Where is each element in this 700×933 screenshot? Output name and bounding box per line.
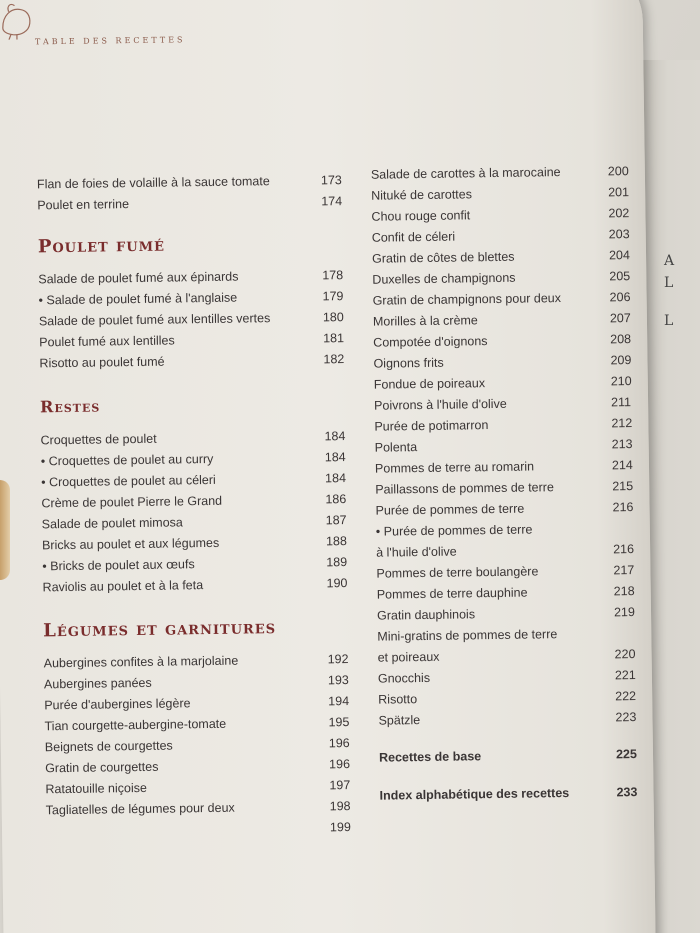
running-head: TABLE DES RECETTES <box>34 35 186 47</box>
toc-entry-page: 206 <box>609 290 631 305</box>
toc-entry-page: 193 <box>327 673 349 688</box>
toc-entry-page: 182 <box>323 352 345 367</box>
toc-entry-page: 212 <box>611 416 633 431</box>
toc-entry-title: • Croquettes de poulet au céleri <box>41 472 216 490</box>
toc-entry-page: 220 <box>614 647 636 662</box>
toc-entry-page: 203 <box>608 227 630 242</box>
page-edge <box>0 480 10 580</box>
toc-entry-title: Pommes de terre au romarin <box>374 459 535 476</box>
toc-entry-title: Fondue de poireaux <box>373 376 486 392</box>
toc-entry-page: 213 <box>611 437 633 452</box>
toc-entry-title: Compotée d'oignons <box>373 334 488 350</box>
toc-entry-page: 181 <box>323 331 345 346</box>
toc-entry-title: Morilles à la crème <box>372 313 478 329</box>
toc-entry-title: Poivrons à l'huile d'olive <box>374 396 507 413</box>
toc-entry-title: Crème de poulet Pierre le Grand <box>41 493 223 511</box>
toc-entry-title: Tagliatelles de légumes pour deux <box>45 800 235 818</box>
toc-entry-title: Poulet fumé aux lentilles <box>39 333 175 350</box>
next-page-fragment: L <box>664 313 674 329</box>
toc-entry-title: Salade de poulet mimosa <box>41 515 183 532</box>
toc-entry-page: 174 <box>321 194 343 209</box>
toc-entry-title: Gratin dauphinois <box>376 607 476 623</box>
toc-entry-page: 189 <box>326 555 348 570</box>
toc-entry-page: 205 <box>609 269 631 284</box>
toc-entry-title: Duxelles de champignons <box>372 270 516 287</box>
section-title: Légumes et garnitures <box>43 617 277 642</box>
toc-entry-page: 180 <box>322 310 344 325</box>
toc-entry-page: 197 <box>329 778 351 793</box>
toc-entry-title: Risotto au poulet fumé <box>39 354 165 371</box>
toc-entry-title: Confit de céleri <box>371 229 456 245</box>
toc-entry-page: 179 <box>322 289 344 304</box>
toc-entry-title: Chou rouge confit <box>371 208 471 224</box>
toc-entry-page: 196 <box>329 757 351 772</box>
chicken-logo-icon <box>0 0 37 40</box>
toc-entry-title: Aubergines panées <box>43 675 152 692</box>
toc-entry-title: Oignons frits <box>373 355 444 371</box>
toc-entry-title: Purée d'aubergines légère <box>44 696 191 713</box>
toc-entry-page: 173 <box>320 173 342 188</box>
toc-entry-page: 218 <box>613 584 635 599</box>
toc-entry-title: Gratin de courgettes <box>45 759 159 776</box>
toc-entry-title: • Salade de poulet fumé à l'anglaise <box>38 290 238 308</box>
toc-entry-title: à l'huile d'olive <box>376 544 457 560</box>
toc-entry-title: Polenta <box>374 440 418 455</box>
toc-entry-page: 223 <box>615 710 637 725</box>
toc-entry-title: Purée de pommes de terre <box>375 501 525 518</box>
toc-entry-page: 219 <box>613 605 635 620</box>
toc-entry-title: Index alphabétique des recettes <box>379 785 570 803</box>
toc-entry-page: 184 <box>324 429 346 444</box>
toc-entry-title: Nituké de carottes <box>371 187 473 203</box>
toc-entry-page: 184 <box>325 471 347 486</box>
toc-entry-title: Bricks au poulet et aux légumes <box>41 535 220 553</box>
toc-entry-page: 199 <box>329 820 351 835</box>
toc-entry-title: Salade de poulet fumé aux épinards <box>38 269 239 287</box>
toc-entry-page: 187 <box>325 513 347 528</box>
toc-entry-page: 200 <box>607 164 629 179</box>
next-page-fragment: A <box>664 253 675 269</box>
toc-entry-page: 196 <box>328 736 350 751</box>
toc-entry-title: Risotto <box>378 692 418 707</box>
toc-entry-page: 217 <box>613 563 635 578</box>
toc-entry-title: Mini-gratins de pommes de terre <box>377 627 558 644</box>
section-title: Poulet fumé <box>37 234 166 258</box>
toc-entry-page: 201 <box>608 185 630 200</box>
toc-entry-page: 178 <box>322 268 344 283</box>
toc-entry-page: 221 <box>614 668 636 683</box>
toc-entry-page: 216 <box>613 542 635 557</box>
section-title: Restes <box>39 396 101 417</box>
next-page-fragment: L <box>664 275 674 291</box>
toc-entry-title: Paillassons de pommes de terre <box>375 480 554 497</box>
toc-entry-title: • Bricks de poulet aux œufs <box>42 557 195 574</box>
toc-entry-page: 208 <box>610 332 632 347</box>
toc-entry-title: Spätzle <box>378 713 421 728</box>
toc-entry-page: 190 <box>326 576 348 591</box>
toc-entry-title: Gratin de côtes de blettes <box>371 249 515 266</box>
toc-entry-page: 202 <box>608 206 630 221</box>
toc-entry-page: 214 <box>611 458 633 473</box>
toc-entry-title: Aubergines confites à la marjolaine <box>43 653 239 671</box>
toc-entry-page: 215 <box>612 479 634 494</box>
toc-entry-page: 233 <box>616 785 638 800</box>
toc-entry-title: Purée de potimarron <box>374 418 489 434</box>
toc-entry-page: 186 <box>325 492 347 507</box>
toc-entry-page: 188 <box>325 534 347 549</box>
toc-entry-page: 222 <box>615 689 637 704</box>
toc-entry-page: 184 <box>324 450 346 465</box>
toc-entry-title: Recettes de base <box>378 749 482 765</box>
toc-entry-title: • Purée de pommes de terre <box>375 522 533 539</box>
toc-entry-page: 204 <box>608 248 630 263</box>
toc-entry-page: 195 <box>328 715 350 730</box>
toc-entry-title: Salade de carottes à la marocaine <box>370 165 561 182</box>
toc-entry-title: Pommes de terre boulangère <box>376 564 539 581</box>
toc-entry-title: Raviolis au poulet et à la feta <box>42 578 204 595</box>
toc-entry-title: Tian courgette-aubergine-tomate <box>44 716 227 734</box>
toc-entry-title: Ratatouille niçoise <box>45 780 147 797</box>
toc-entry-title: Pommes de terre dauphine <box>376 585 528 602</box>
toc-entry-page: 207 <box>609 311 631 326</box>
toc-entry-page: 194 <box>328 694 350 709</box>
toc-entry-page: 209 <box>610 353 632 368</box>
toc-entry-title: Salade de poulet fumé aux lentilles vertes <box>38 311 271 329</box>
toc-entry-title: et poireaux <box>377 649 440 665</box>
toc-entry-title: Flan de foies de volaille à la sauce tomate <box>36 174 270 192</box>
toc-entry-page: 216 <box>612 500 634 515</box>
toc-entry-page: 198 <box>329 799 351 814</box>
toc-entry-title: Poulet en terrine <box>37 197 130 213</box>
toc-entry-title: Gratin de champignons pour deux <box>372 291 562 308</box>
toc-entry-page: 211 <box>610 395 632 410</box>
toc-entry-page: 192 <box>327 652 349 667</box>
toc-entry-title: Beignets de courgettes <box>44 738 173 755</box>
toc-entry-title: • Croquettes de poulet au curry <box>40 451 214 469</box>
toc-entry-title: Croquettes de poulet <box>40 431 157 448</box>
toc-entry-page: 225 <box>615 747 637 762</box>
toc-entry-title: Gnocchis <box>377 670 431 686</box>
toc-entry-page: 210 <box>610 374 632 389</box>
